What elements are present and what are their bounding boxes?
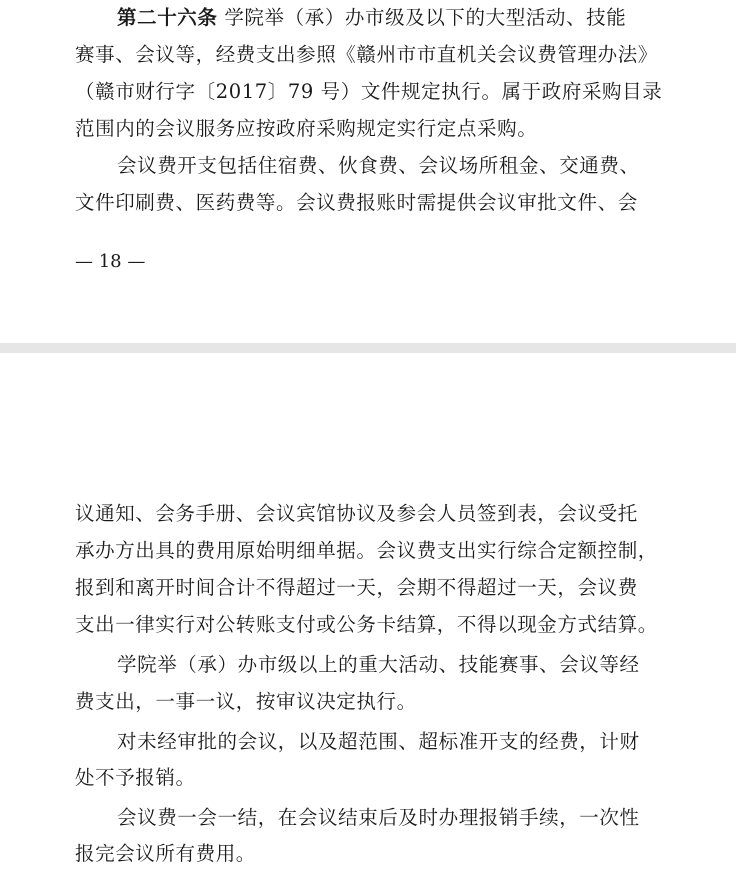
text-line: 会议费开支包括住宿费、伙食费、会议场所租金、交通费、	[117, 154, 640, 177]
page-number: — 18 —	[75, 251, 146, 272]
text-line: （赣市财行字〔2017〕79 号）文件规定执行。属于政府采购目录	[75, 80, 663, 103]
document-page-upper	[0, 0, 736, 343]
text-line: 处不予报销。	[75, 766, 196, 789]
text-line: 范围内的会议服务应按政府采购规定实行定点采购。	[75, 117, 538, 140]
article-number: 第二十六条	[117, 6, 218, 29]
article-26-heading-line	[117, 6, 665, 30]
text-line: 对未经审批的会议，以及超范围、超标准开支的经费，计财	[117, 730, 640, 753]
text-line: 报完会议所有费用。	[75, 842, 256, 865]
text-line: 承办方出具的费用原始明细单据。会议费支出实行综合定额控制，	[75, 539, 658, 562]
text-line: 赛事、会议等，经费支出参照《赣州市市直机关会议费管理办法》	[75, 43, 658, 66]
text-line: 费支出，一事一议，按审议决定执行。	[75, 690, 417, 713]
article-text: 学院举（承）办市级及以下的大型活动、技能	[217, 6, 627, 29]
text-line: 文件印刷费、医药费等。会议费报账时需提供会议审批文件、会	[75, 191, 638, 214]
text-line: 会议费一会一结，在会议结束后及时办理报销手续，一次性	[117, 806, 640, 829]
text-line: 报到和离开时间合计不得超过一天，会期不得超过一天，会议费	[75, 576, 638, 599]
text-line: 学院举（承）办市级以上的重大活动、技能赛事、会议等经	[117, 653, 640, 676]
page-separator	[0, 343, 736, 353]
text-line: 议通知、会务手册、会议宾馆协议及参会人员签到表，会议受托	[75, 502, 638, 525]
document-page-lower	[0, 353, 736, 878]
text-line: 支出一律实行对公转账支付或公务卡结算，不得以现金方式结算。	[75, 613, 658, 636]
